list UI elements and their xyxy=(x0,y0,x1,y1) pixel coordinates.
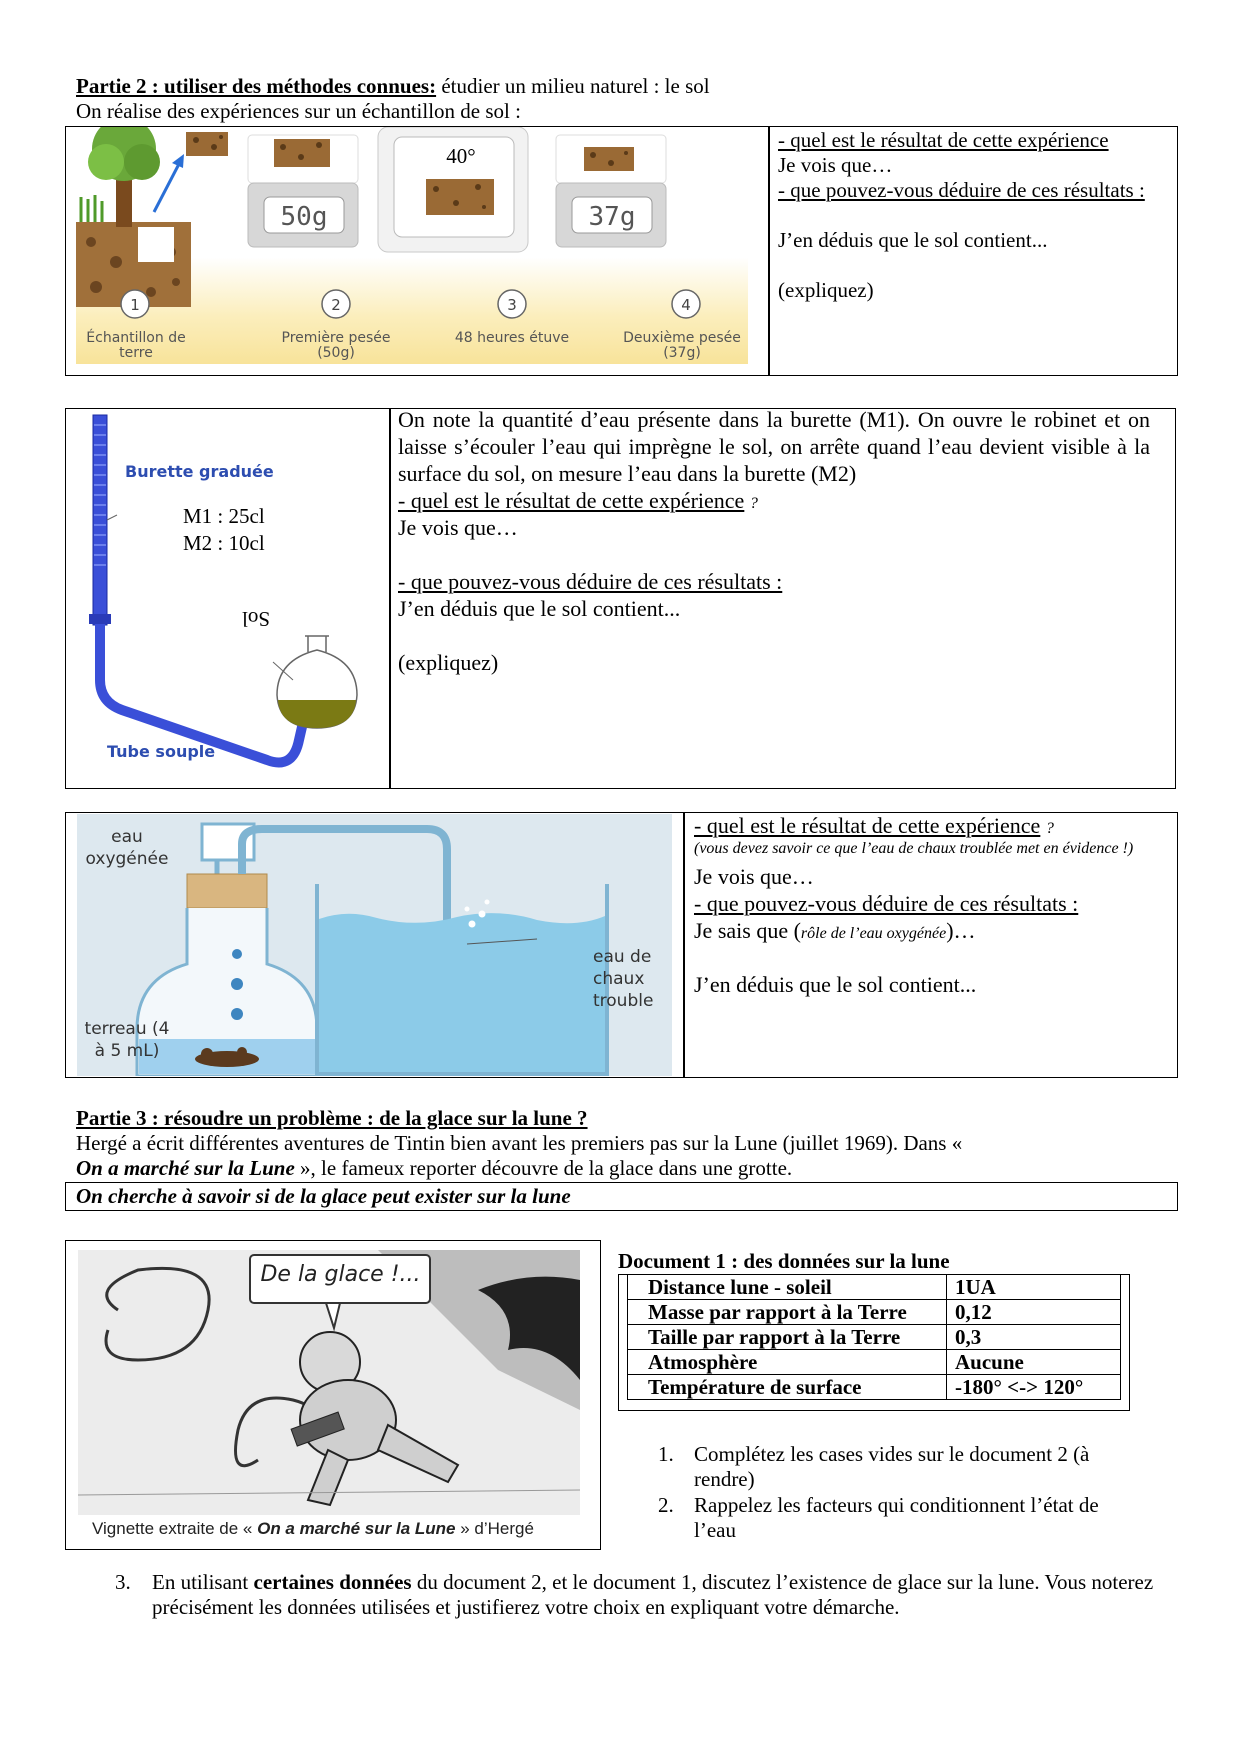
hydrogen-peroxide-label: eau oxygénée xyxy=(85,827,169,869)
question-1-number: 1. xyxy=(658,1442,674,1466)
step-2-number: 2 xyxy=(331,296,341,314)
exp1-question-1: - quel est le résultat de cette expérience xyxy=(778,128,1109,152)
step-2-label: Première pesée (50g) xyxy=(281,330,391,361)
question-3-number: 3. xyxy=(115,1570,131,1594)
measure-m1: M1 : 25cl xyxy=(183,504,265,528)
compost-label: terreau (4 à 5 mL) xyxy=(84,1019,170,1061)
part3-intro-2: », le fameux reporter découvre de la glace dans une grotte. xyxy=(300,1156,793,1180)
weight-1-display: 50g xyxy=(280,202,328,232)
question-1: Complétez les cases vides sur le document 2 (à rendre) xyxy=(694,1442,1090,1491)
table-row xyxy=(628,1350,1121,1375)
measure-m2: M2 : 10cl xyxy=(183,531,265,555)
table-value: -180° <-> 120° xyxy=(947,1375,1121,1400)
table-key: Atmosphère xyxy=(628,1350,947,1375)
table-row xyxy=(628,1325,1121,1350)
problem-statement: On cherche à savoir si de la glace peut exister sur la lune xyxy=(76,1184,571,1208)
tube-label: Tube souple xyxy=(107,742,216,761)
exp3-answer-2b: rôle de l’eau oxygénée xyxy=(800,925,947,942)
question-2-number: 2. xyxy=(658,1493,674,1517)
experiment1-figure xyxy=(76,127,748,364)
exp2-description: On note la quantité d’eau présente dans la burette (M1). On ouvre le robinet et on laisse s’écouler l’eau qui imprègne le sol, on arrête quand l’eau devient visible à la surface du sol, on mesure l’eau dans la burette (M2) xyxy=(398,407,1150,486)
exp1-note: (expliquez) xyxy=(778,278,874,302)
part2-title: Partie 2 : utiliser des méthodes connues: xyxy=(76,74,437,98)
weight-2-display: 37g xyxy=(588,202,636,232)
table-row xyxy=(628,1275,1121,1300)
question-3b: certaines données xyxy=(253,1570,412,1594)
experiment2-figure xyxy=(67,410,387,787)
soil-weighing-illustration xyxy=(76,127,748,364)
document1-table-wrap xyxy=(618,1274,1130,1411)
burette-label: Burette graduée xyxy=(125,462,274,481)
exp3-question-2: - que pouvez-vous déduire de ces résultats : xyxy=(694,891,1079,916)
table-row xyxy=(628,1300,1121,1325)
step-3-number: 3 xyxy=(507,296,517,314)
experiment1-questions xyxy=(778,128,1170,303)
burette xyxy=(93,415,107,625)
table-value: 0,3 xyxy=(947,1325,1121,1350)
experiment3-questions xyxy=(694,812,1172,998)
part3-intro xyxy=(76,1131,1176,1181)
caption-1: Vignette extraite de « xyxy=(92,1519,253,1538)
part2-intro: On réalise des expériences sur un échantillon de sol : xyxy=(76,99,521,123)
part2-title-rest: étudier un milieu naturel : le sol xyxy=(436,74,710,98)
experiment2-divider xyxy=(389,408,391,789)
exp3-question-1: - quel est le résultat de cette expérience xyxy=(694,813,1041,838)
caption-title: On a marché sur la Lune xyxy=(257,1519,456,1538)
step-3-label: 48 heures étuve xyxy=(454,330,570,346)
table-key: Taille par rapport à la Terre xyxy=(628,1325,947,1350)
exp3-answer-2a: Je sais que ( xyxy=(694,918,801,943)
table-key: Distance lune - soleil xyxy=(628,1275,947,1300)
sample-hole xyxy=(138,227,174,262)
step-4-number: 4 xyxy=(681,296,691,314)
soil-label: Sol xyxy=(242,607,271,631)
tintin-moon-illustration xyxy=(78,1250,580,1515)
tintin-caption xyxy=(92,1519,534,1539)
experiment3-figure xyxy=(77,814,672,1076)
table-value: 0,12 xyxy=(947,1300,1121,1325)
part2-title-line xyxy=(76,74,1176,99)
experiment1-divider xyxy=(768,126,770,376)
document1-title: Document 1 : des données sur la lune xyxy=(618,1249,950,1273)
limewater-label: eau de chaux trouble xyxy=(593,947,654,1011)
step-4-label: Deuxième pesée (37g) xyxy=(623,330,741,361)
exp3-answer-2c: )… xyxy=(946,918,976,943)
caption-2: » d’Hergé xyxy=(460,1519,534,1538)
exp3-answer-1: Je vois que… xyxy=(694,864,814,889)
part3-intro-title: On a marché sur la Lune xyxy=(76,1156,295,1180)
step-1-label: Échantillon de terre xyxy=(86,330,186,361)
exp2-answer-2: J’en déduis que le sol contient... xyxy=(398,596,681,621)
oven-temperature: 40° xyxy=(446,144,476,168)
table-value: Aucune xyxy=(947,1350,1121,1375)
document1-table xyxy=(627,1274,1121,1400)
table-value: 1UA xyxy=(947,1275,1121,1300)
question-3c: du document 2, et le document 1, discutez l’existence de glace sur la lune. Vous noterez précisément les données utilisées et justifierez votre choix en expliquant votre démarche. xyxy=(152,1570,1154,1619)
tintin-panel-image xyxy=(78,1250,580,1515)
table-key: Température de surface xyxy=(628,1375,947,1400)
part3-title: Partie 3 : résoudre un problème : de la glace sur la lune ? xyxy=(76,1106,588,1130)
question-3 xyxy=(152,1570,1162,1620)
exp2-question-2: - que pouvez-vous déduire de ces résultats : xyxy=(398,569,783,594)
exp2-question-1-mark: ? xyxy=(749,495,758,512)
exp2-answer-1: Je vois que… xyxy=(398,515,518,540)
exp3-hint: (vous devez savoir ce que l’eau de chaux troublée met en évidence !) xyxy=(694,840,1134,857)
table-row xyxy=(628,1375,1121,1400)
exp3-question-1-mark: ? xyxy=(1045,820,1054,837)
table-key: Masse par rapport à la Terre xyxy=(628,1300,947,1325)
speech-bubble-text: De la glace !... xyxy=(260,1262,421,1287)
exp2-note: (expliquez) xyxy=(398,650,499,675)
exp1-answer-1: Je vois que… xyxy=(778,153,893,177)
experiment3-divider xyxy=(683,812,685,1078)
exp2-question-1: - quel est le résultat de cette expérience xyxy=(398,488,745,513)
cork xyxy=(187,874,267,908)
question-2: Rappelez les facteurs qui conditionnent l’état de l’eau xyxy=(694,1493,1099,1542)
experiment2-text xyxy=(398,406,1150,676)
question-3a: En utilisant xyxy=(152,1570,254,1594)
exp1-question-2: - que pouvez-vous déduire de ces résultats : xyxy=(778,178,1145,202)
step-1-number: 1 xyxy=(130,296,140,314)
exp1-answer-2: J’en déduis que le sol contient... xyxy=(778,228,1048,252)
exp3-answer-3: J’en déduis que le sol contient... xyxy=(694,972,977,997)
part3-intro-1: Hergé a écrit différentes aventures de Tintin bien avant les premiers pas sur la Lune (juillet 1969). Dans « xyxy=(76,1131,963,1155)
